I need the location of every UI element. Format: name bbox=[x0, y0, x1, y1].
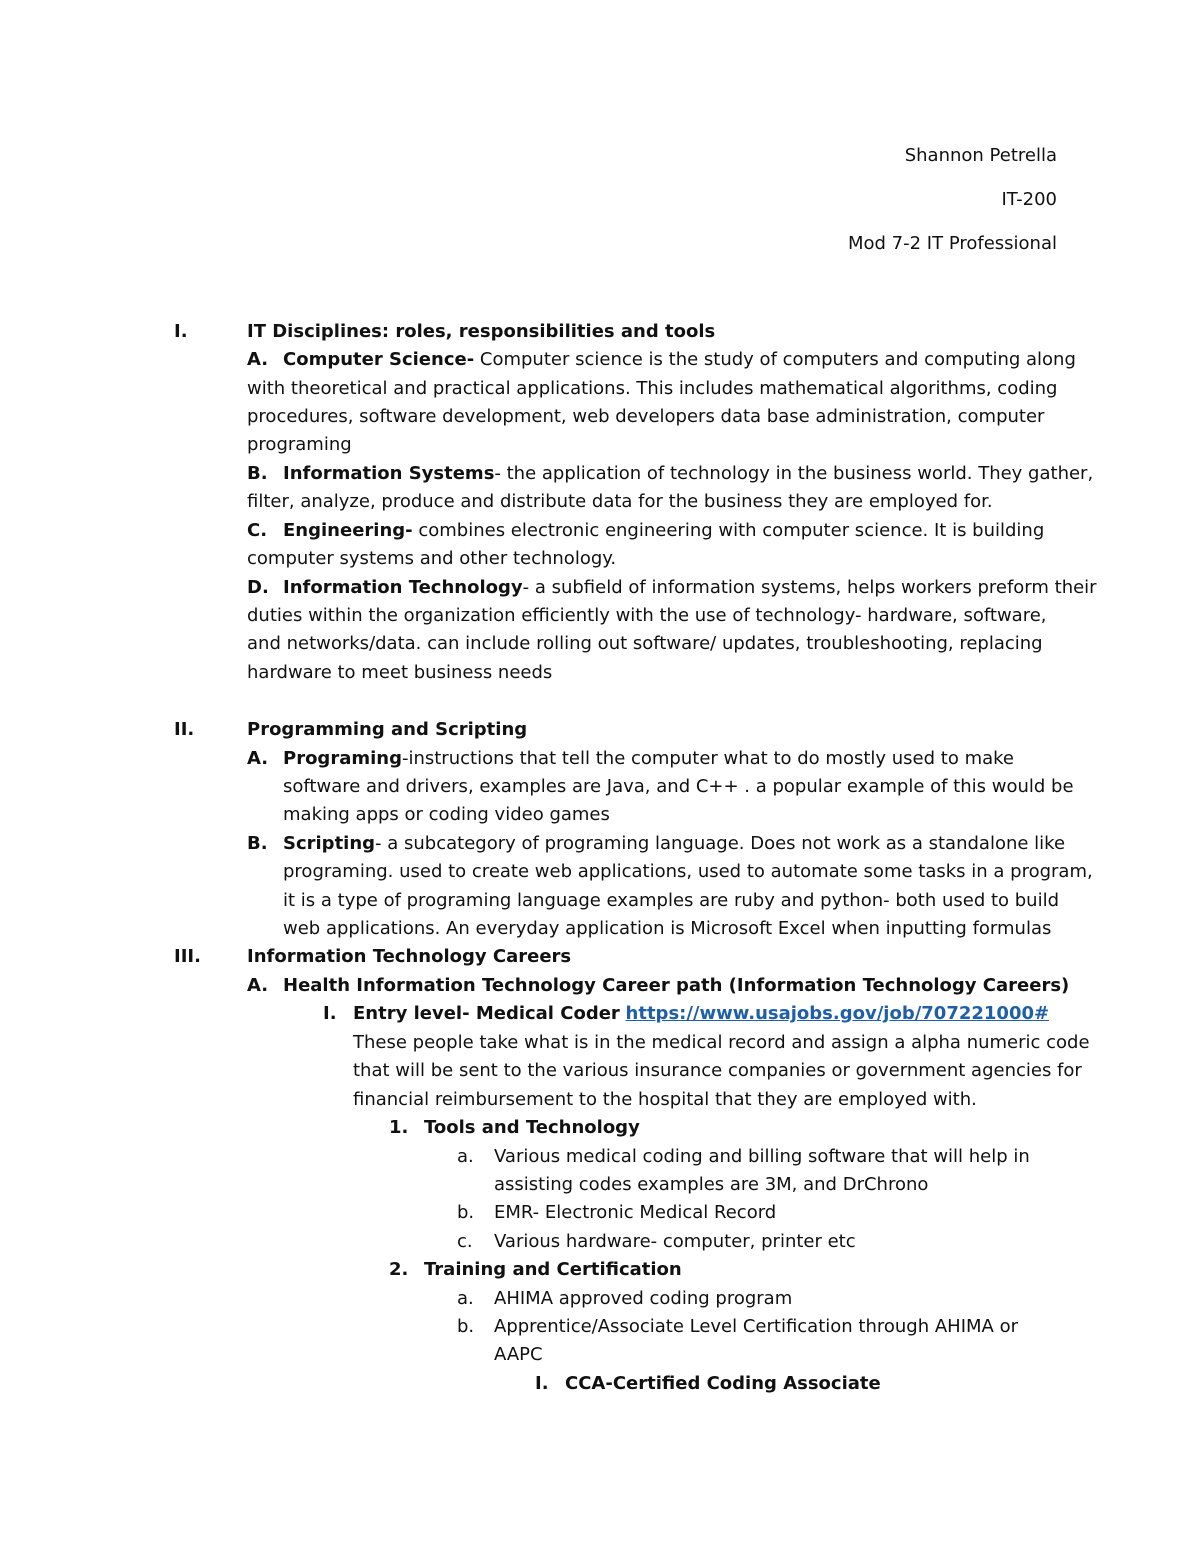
training-b-text: AAPC bbox=[494, 1344, 543, 1365]
tools-b-mark: b. bbox=[457, 1202, 475, 1223]
section2-b-text: it is a type of programing language examples are ruby and python- both used to build bbox=[283, 890, 1060, 911]
section1-a-text: with theoretical and practical applications. This includes mathematical algorithms, coding bbox=[247, 378, 1058, 399]
training-title: Training and Certification bbox=[424, 1259, 682, 1280]
section1-b-term: Information Systems bbox=[283, 463, 495, 484]
section1-d-mark: D. bbox=[247, 577, 269, 598]
training-a-mark: a. bbox=[457, 1288, 474, 1309]
cca-title: CCA-Certified Coding Associate bbox=[565, 1373, 881, 1394]
section2-b-text: programing. used to create web applications, used to automate some tasks in a program, bbox=[283, 861, 1093, 882]
section1-b-text: filter, analyze, produce and distribute data for the business they are employed for. bbox=[247, 491, 993, 512]
training-a-text: AHIMA approved coding program bbox=[494, 1288, 793, 1309]
usajobs-link[interactable]: https://www.usajobs.gov/job/707221000# bbox=[625, 1003, 1050, 1024]
section1-d-text: duties within the organization efficiently with the use of technology- hardware, software, bbox=[247, 605, 1047, 626]
section2-b-mark: B. bbox=[247, 833, 268, 854]
author-name: Shannon Petrella bbox=[904, 145, 1057, 166]
career-entry-term: Entry level- Medical Coder bbox=[353, 1003, 620, 1024]
tools-title: Tools and Technology bbox=[424, 1117, 640, 1138]
section2-b-line: Scripting- a subcategory of programing language. Does not work as a standalone like bbox=[283, 833, 1066, 854]
tools-c-mark: c. bbox=[457, 1231, 473, 1252]
section1-c-term: Engineering- bbox=[283, 520, 413, 541]
career-entry-mark: I. bbox=[323, 1003, 337, 1024]
section2-number: II. bbox=[174, 719, 195, 740]
section3-a-mark: A. bbox=[247, 975, 269, 996]
tools-b-text: EMR- Electronic Medical Record bbox=[494, 1202, 777, 1223]
tools-a-text: Various medical coding and billing software that will help in bbox=[494, 1146, 1030, 1167]
section1-a-text: programing bbox=[247, 434, 352, 455]
section1-c-text: computer systems and other technology. bbox=[247, 548, 617, 569]
assignment-title: Mod 7-2 IT Professional bbox=[847, 233, 1057, 254]
career-entry-line bbox=[353, 1002, 1049, 1026]
section1-b-line: Information Systems- the application of technology in the business world. They gather, bbox=[283, 463, 1094, 484]
section1-a-text: procedures, software development, web developers data base administration, computer bbox=[247, 406, 1045, 427]
section1-d-line: Information Technology- a subfield of information systems, helps workers preform their bbox=[283, 577, 1097, 598]
career-entry-text: financial reimbursement to the hospital that they are employed with. bbox=[353, 1089, 977, 1110]
section2-title: Programming and Scripting bbox=[247, 719, 528, 740]
section3-number: III. bbox=[174, 946, 201, 967]
section1-c-mark: C. bbox=[247, 520, 268, 541]
training-b-mark: b. bbox=[457, 1316, 475, 1337]
tools-mark: 1. bbox=[389, 1117, 409, 1138]
section1-a-mark: A. bbox=[247, 349, 269, 370]
section1-a-line: Computer Science- Computer science is the study of computers and computing along bbox=[283, 349, 1076, 370]
section1-d-term: Information Technology bbox=[283, 577, 523, 598]
section1-title: IT Disciplines: roles, responsibilities and tools bbox=[247, 321, 716, 342]
training-mark: 2. bbox=[389, 1259, 409, 1280]
career-entry-text: These people take what is in the medical record and assign a alpha numeric code bbox=[353, 1032, 1090, 1053]
section1-d-text: hardware to meet business needs bbox=[247, 662, 553, 683]
tools-c-text: Various hardware- computer, printer etc bbox=[494, 1231, 856, 1252]
section3-title: Information Technology Careers bbox=[247, 946, 572, 967]
course-code: IT-200 bbox=[1001, 189, 1057, 210]
cca-mark: I. bbox=[535, 1373, 549, 1394]
section1-number: I. bbox=[174, 321, 188, 342]
section2-a-line: Programing-instructions that tell the computer what to do mostly used to make bbox=[283, 748, 1014, 769]
section2-b-term: Scripting bbox=[283, 833, 376, 854]
tools-a-text: assisting codes examples are 3M, and DrChrono bbox=[494, 1174, 929, 1195]
section1-c-line: Engineering- combines electronic engineering with computer science. It is building bbox=[283, 520, 1045, 541]
section2-a-text: software and drivers, examples are Java, and C++ . a popular example of this would be bbox=[283, 776, 1074, 797]
section2-a-term: Programing bbox=[283, 748, 402, 769]
career-entry-text: that will be sent to the various insurance companies or government agencies for bbox=[353, 1060, 1082, 1081]
training-b-text: Apprentice/Associate Level Certification through AHIMA or bbox=[494, 1316, 1018, 1337]
section1-d-text: and networks/data. can include rolling out software/ updates, troubleshooting, replacing bbox=[247, 633, 1043, 654]
section1-b-mark: B. bbox=[247, 463, 268, 484]
section2-a-mark: A. bbox=[247, 748, 269, 769]
section2-a-text: making apps or coding video games bbox=[283, 804, 610, 825]
section2-b-text: web applications. An everyday application is Microsoft Excel when inputting formulas bbox=[283, 918, 1052, 939]
section3-a-title: Health Information Technology Career path (Information Technology Careers) bbox=[283, 975, 1070, 996]
tools-a-mark: a. bbox=[457, 1146, 474, 1167]
section1-a-term: Computer Science- bbox=[283, 349, 475, 370]
